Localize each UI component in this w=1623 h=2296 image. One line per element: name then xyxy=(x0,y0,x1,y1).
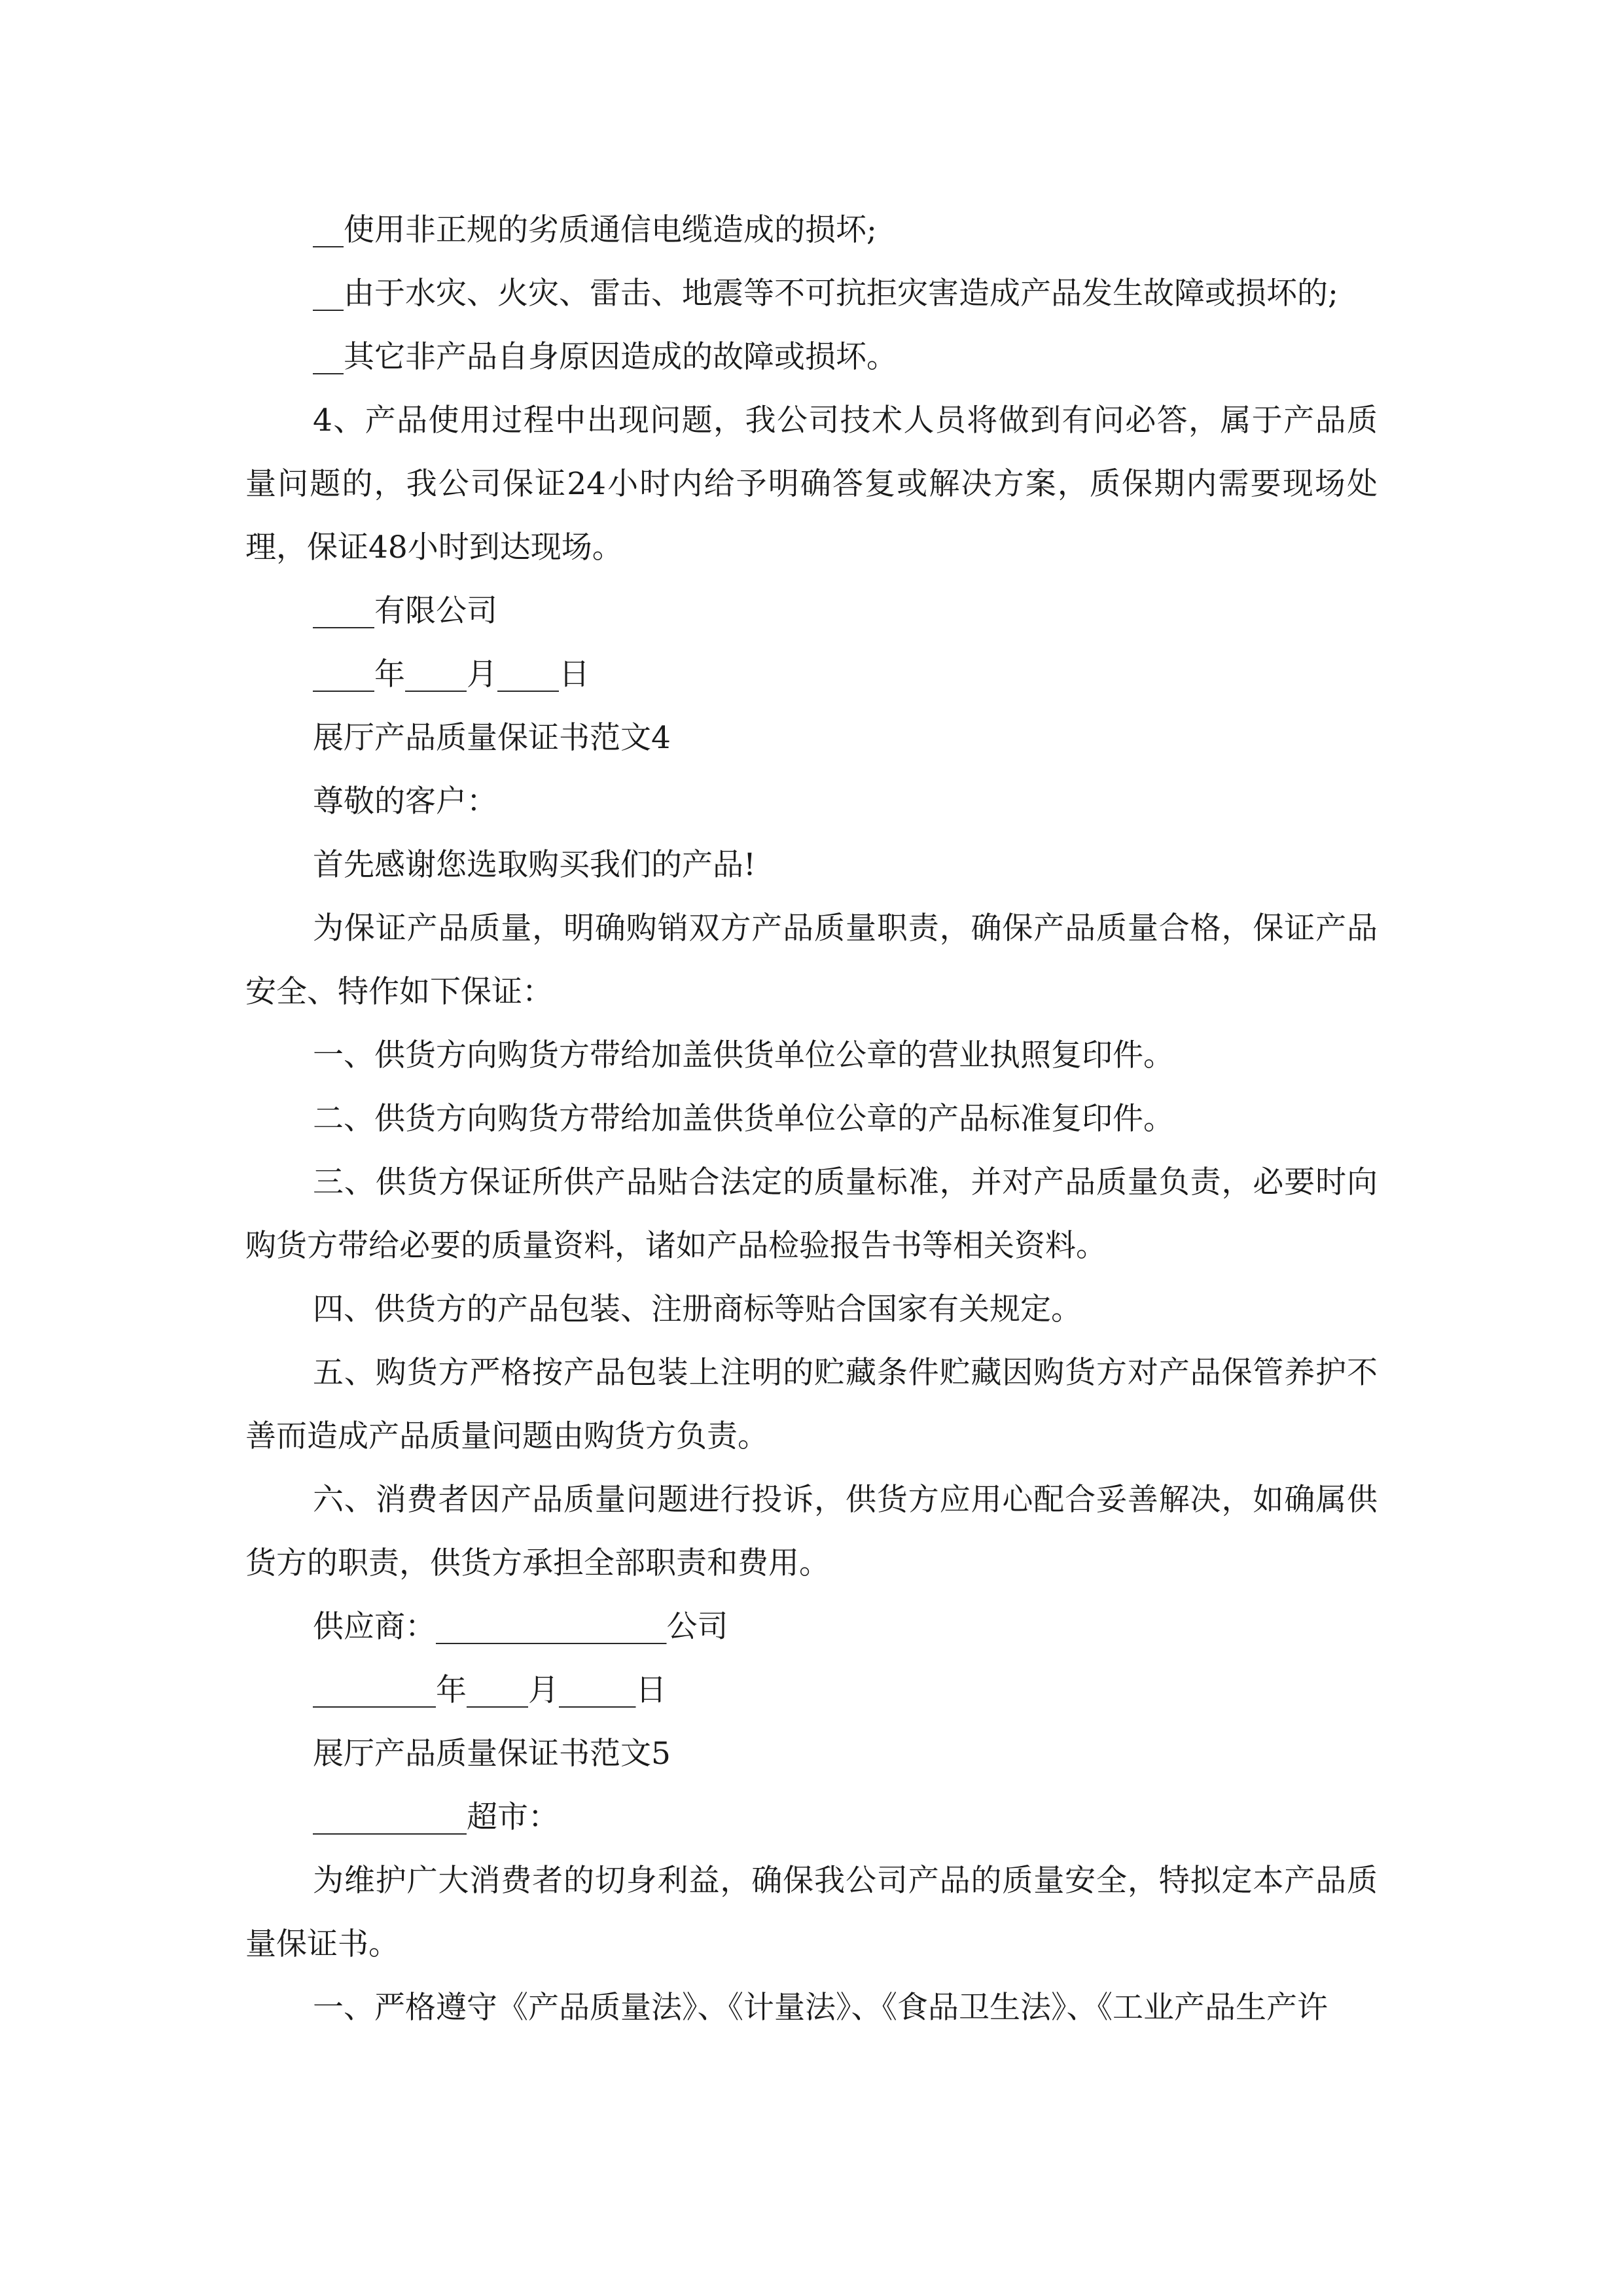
section-heading: 展厅产品质量保证书范文4 xyxy=(313,720,671,756)
paragraph: 为维护广大消费者的切身利益，确保我公司产品的质量安全，特拟定本产品质量保证书。 xyxy=(245,1863,1378,1962)
paragraph: 4、产品使用过程中出现问题，我公司技术人员将做到有问必答，属于产品质量问题的，我公司保证24小时内给予明确答复或解决方案，质保期内需要现场处理，保证48小时到达现场。 xyxy=(245,403,1378,565)
paragraph: 一、严格遵守《产品质量法》、《计量法》、《食品卫生法》、《工业产品生产许 xyxy=(313,1990,1328,2026)
salutation: __________超市： xyxy=(313,1799,559,1835)
paragraph: 四、供货方的产品包装、注册商标等贴合国家有关规定。 xyxy=(313,1291,1082,1327)
paragraph: 为保证产品质量，明确购销双方产品质量职责，确保产品质量合格，保证产品安全、特作如下保证： xyxy=(245,910,1378,1010)
supplier-line: 供应商：_______________公司 xyxy=(313,1609,728,1645)
paragraph: 二、供货方向购货方带给加盖供货单位公章的产品标准复印件。 xyxy=(313,1101,1174,1137)
date-line: ________年____月_____日 xyxy=(313,1672,667,1708)
paragraph: __使用非正规的劣质通信电缆造成的损坏; xyxy=(313,212,877,248)
section-heading: 展厅产品质量保证书范文5 xyxy=(313,1736,671,1772)
paragraph: ____有限公司 xyxy=(313,593,497,629)
paragraph: 一、供货方向购货方带给加盖供货单位公章的营业执照复印件。 xyxy=(313,1037,1174,1073)
paragraph: 六、消费者因产品质量问题进行投诉，供货方应用心配合妥善解决，如确属供货方的职责，供货方承担全部职责和费用。 xyxy=(245,1482,1378,1581)
document-body xyxy=(245,0,1378,2039)
paragraph: ____年____月____日 xyxy=(313,656,590,692)
paragraph: __由于水灾、火灾、雷击、地震等不可抗拒灾害造成产品发生故障或损坏的; xyxy=(313,276,1338,312)
salutation: 尊敬的客户： xyxy=(313,783,497,819)
paragraph: __其它非产品自身原因造成的故障或损坏。 xyxy=(313,339,897,375)
paragraph: 首先感谢您选取购买我们的产品! xyxy=(313,847,756,883)
paragraph: 五、购货方严格按产品包装上注明的贮藏条件贮藏因购货方对产品保管养护不善而造成产品质量问题由购货方负责。 xyxy=(245,1355,1378,1454)
paragraph: 三、供货方保证所供产品贴合法定的质量标准，并对产品质量负责，必要时向购货方带给必要的质量资料，诸如产品检验报告书等相关资料。 xyxy=(245,1164,1378,1264)
